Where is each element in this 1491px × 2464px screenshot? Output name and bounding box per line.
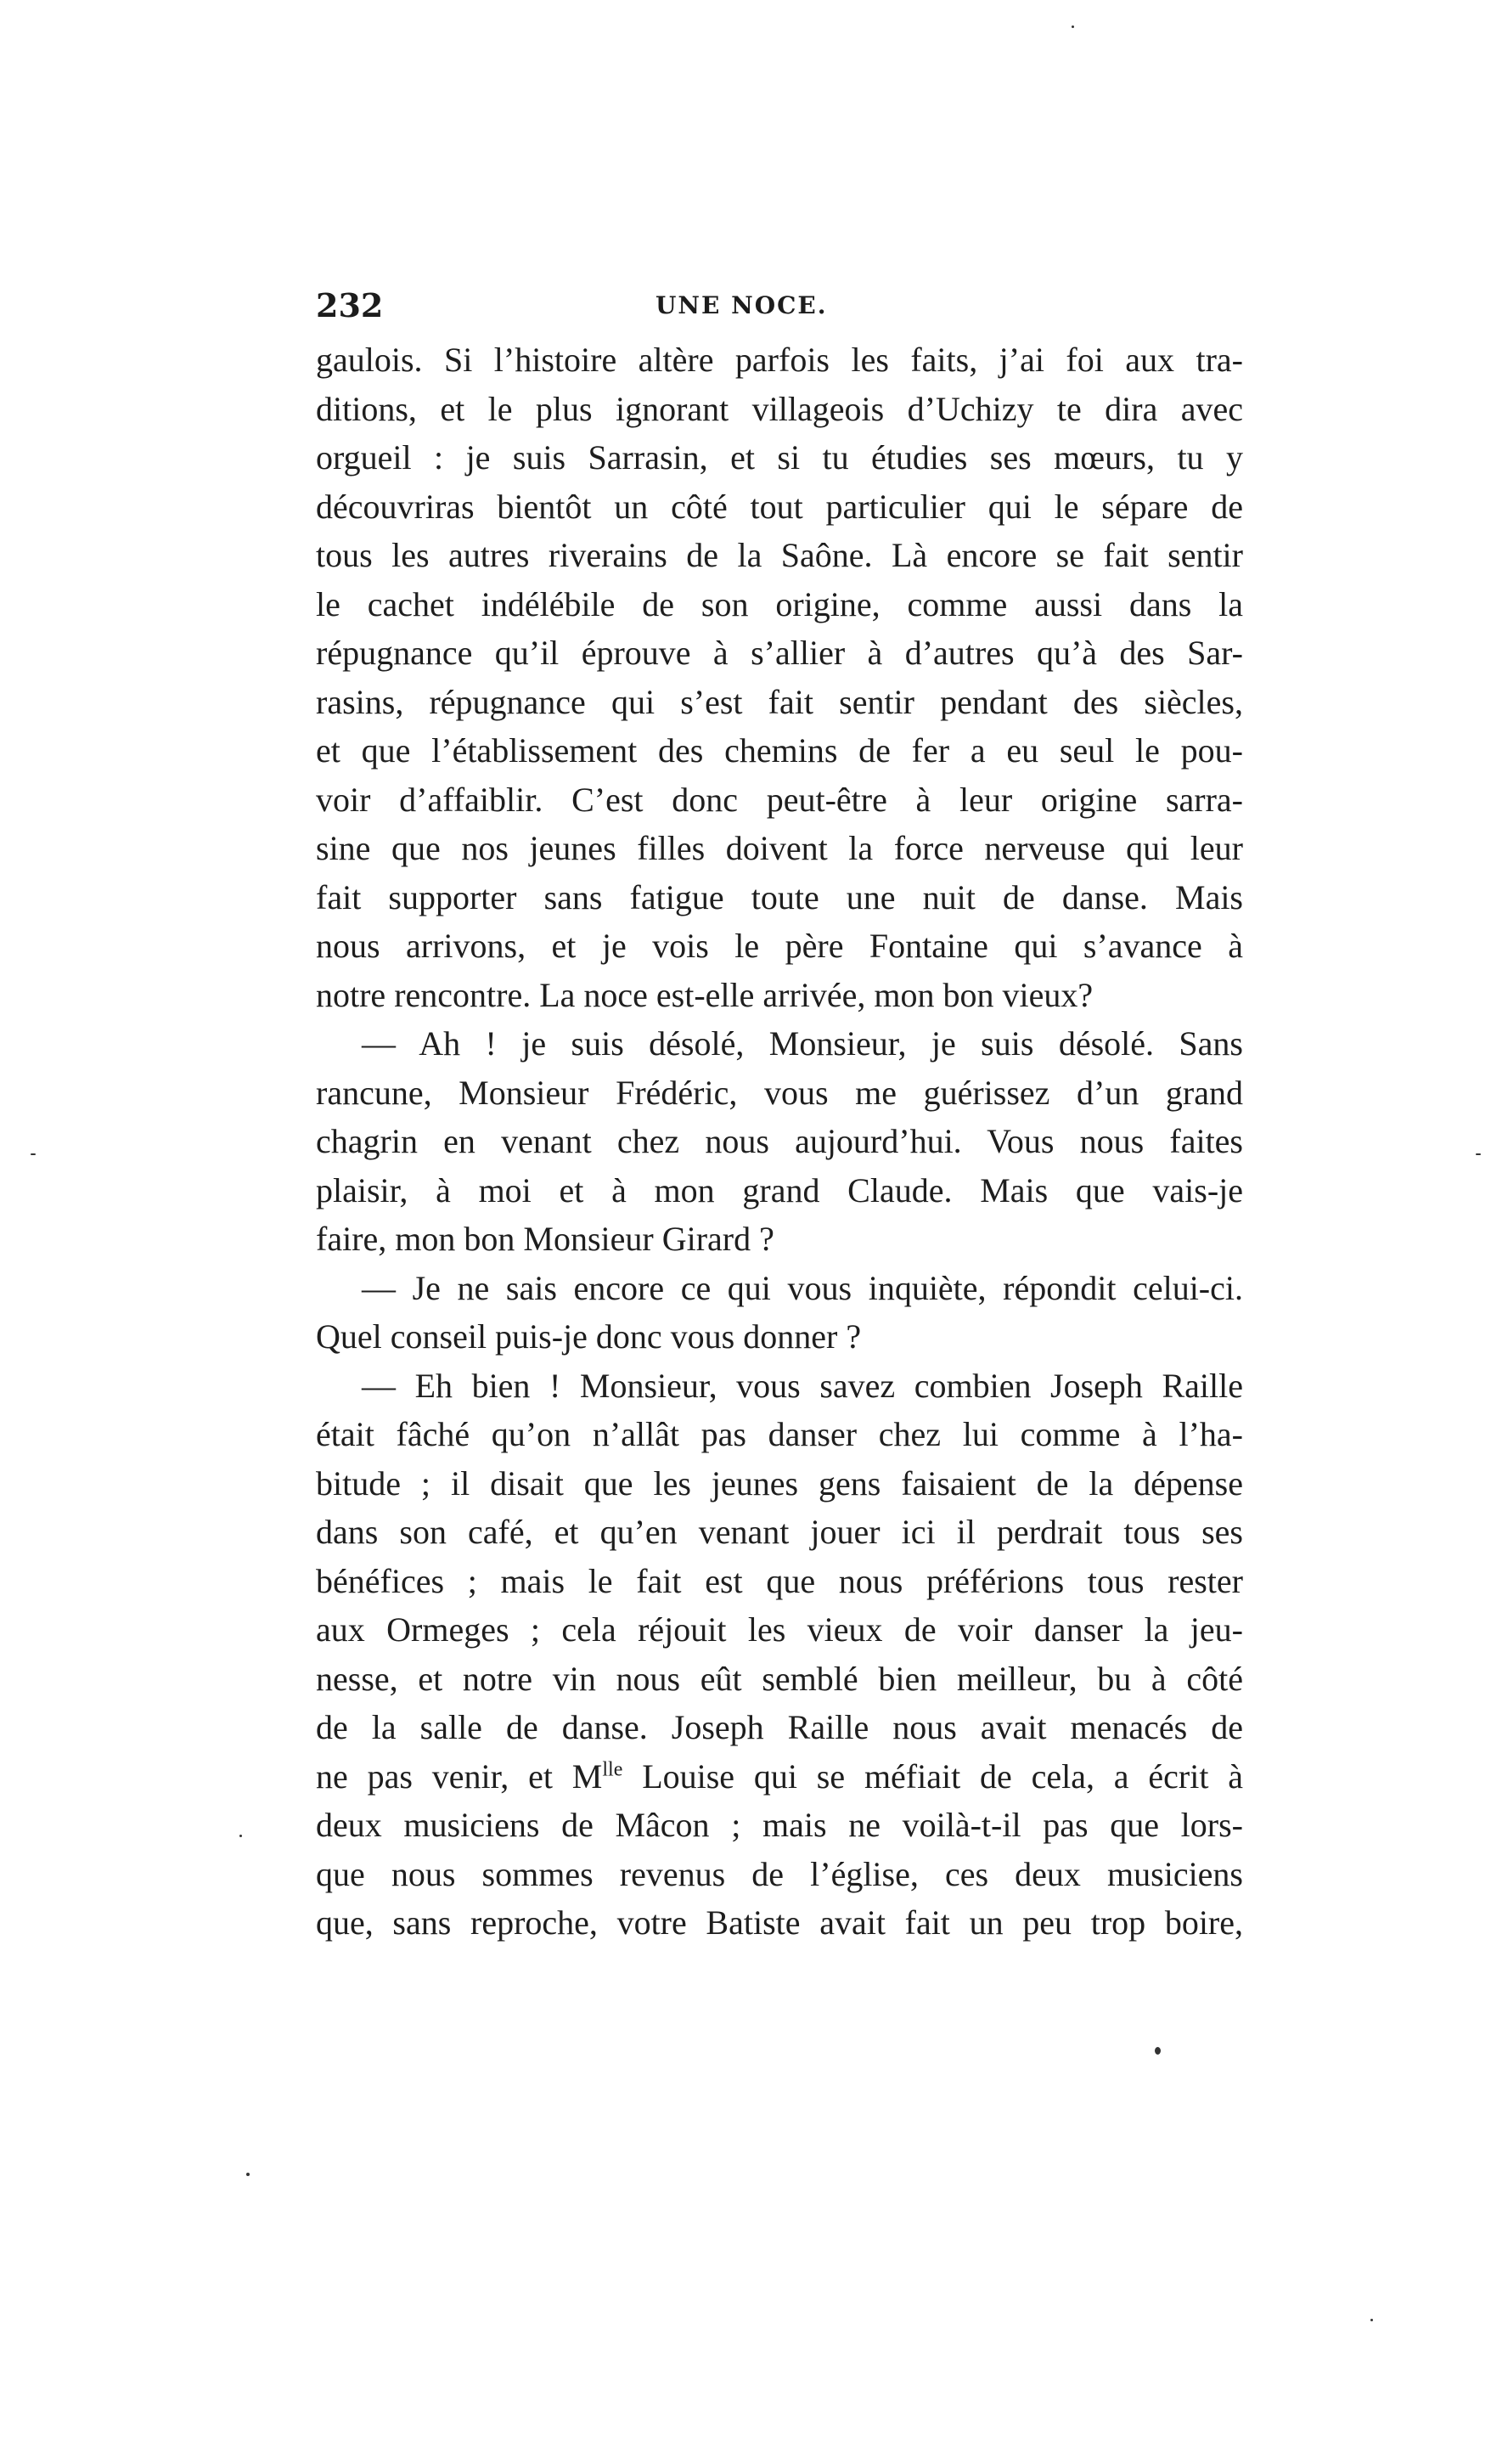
ink-speck [31,1153,36,1155]
text-line: Quel conseil puis-je donc vous donner ? [316,1317,862,1356]
text-line: nesse, et notre vin nous eût semblé bien meilleur, bu à côté [316,1659,1243,1698]
text-line: notre rencontre. La noce est-elle arrivée, mon bon vieux? [316,975,1094,1014]
ink-speck [1072,25,1074,28]
text-line: plaisir, à moi et à mon grand Claude. Mais que vais-je [316,1170,1243,1209]
text-line: sine que nos jeunes filles doivent la force nerveuse qui leur [316,829,1243,867]
text-line: — Eh bien ! Monsieur, vous savez combien Joseph Raille [362,1366,1243,1405]
superscript: lle [602,1758,623,1781]
text-segment: Louise qui se méfiait de cela, a écrit à [622,1756,1244,1796]
text-line: rasins, répugnance qui s’est fait sentir pendant des siècles, [316,682,1243,721]
text-line: ditions, et le plus ignorant villageois d’Uchizy te dira avec [316,389,1243,428]
running-title: UNE NOCE. [655,291,828,319]
text-line: bénéfices ; mais le fait est que nous préférions tous rester [316,1561,1243,1600]
text-line: tous les autres riverains de la Saône. Là encore se fait sentir [316,536,1243,574]
ink-speck [1155,2047,1161,2055]
ink-speck [239,1835,242,1837]
ink-speck [1370,2319,1373,2321]
text-line: répugnance qu’il éprouve à s’allier à d’autres qu’à des Sar- [316,634,1243,672]
text-line: — Je ne sais encore ce qui vous inquiète, répondit celui-ci. [362,1268,1243,1307]
text-line: bitude ; il disait que les jeunes gens faisaient de la dépense [316,1463,1243,1503]
text-line: dans son café, et qu’en venant jouer ici il perdrait tous ses [316,1513,1243,1551]
running-head [316,280,1243,331]
page-number: 232 [316,286,384,324]
text-line: orgueil : je suis Sarrasin, et si tu étudies ses mœurs, tu y [316,438,1243,476]
text-line: était fâché qu’on n’allât pas danser chez lui comme à l’ha- [316,1415,1243,1453]
text-line: faire, mon bon Monsieur Girard ? [316,1220,774,1258]
text-line: gaulois. Si l’histoire altère parfois les faits, j’ai foi aux tra- [316,341,1243,379]
ink-speck [246,2173,250,2176]
text-segment: ne pas venir, et M [316,1756,603,1796]
body-text [316,335,1243,1948]
text-line: — Ah ! je suis désolé, Monsieur, je suis désolé. Sans [362,1024,1243,1063]
text-line: le cachet indélébile de son origine, comme aussi dans la [316,584,1243,623]
text-line: chagrin en venant chez nous aujourd’hui. Vous nous faites [316,1122,1243,1160]
text-line: découvriras bientôt un côté tout particulier qui le sépare de [316,487,1243,526]
text-line: de la salle de danse. Joseph Raille nous avait menacés de [316,1708,1243,1746]
text-line: fait supporter sans fatigue toute une nuit de danse. Mais [316,877,1243,916]
text-line: aux Ormeges ; cela réjouit les vieux de voir danser la jeu- [316,1610,1243,1649]
ink-speck [1476,1153,1481,1155]
text-line: que, sans reproche, votre Batiste avait fait un peu trop boire, [316,1903,1243,1942]
text-line: rancune, Monsieur Frédéric, vous me guérissez d’un grand [316,1073,1243,1112]
text-line: deux musiciens de Mâcon ; mais ne voilà-t-il pas que lors- [316,1806,1243,1844]
text-line: voir d’affaiblir. C’est donc peut-être à leur origine sarra- [316,780,1243,819]
text-line: et que l’établissement des chemins de fer a eu seul le pou- [316,731,1243,770]
text-line: nous arrivons, et je vois le père Fontaine qui s’avance à [316,927,1243,965]
text-line-with-superscript [316,1752,1243,1801]
text-line: que nous sommes revenus de l’église, ces deux musiciens [316,1854,1243,1893]
